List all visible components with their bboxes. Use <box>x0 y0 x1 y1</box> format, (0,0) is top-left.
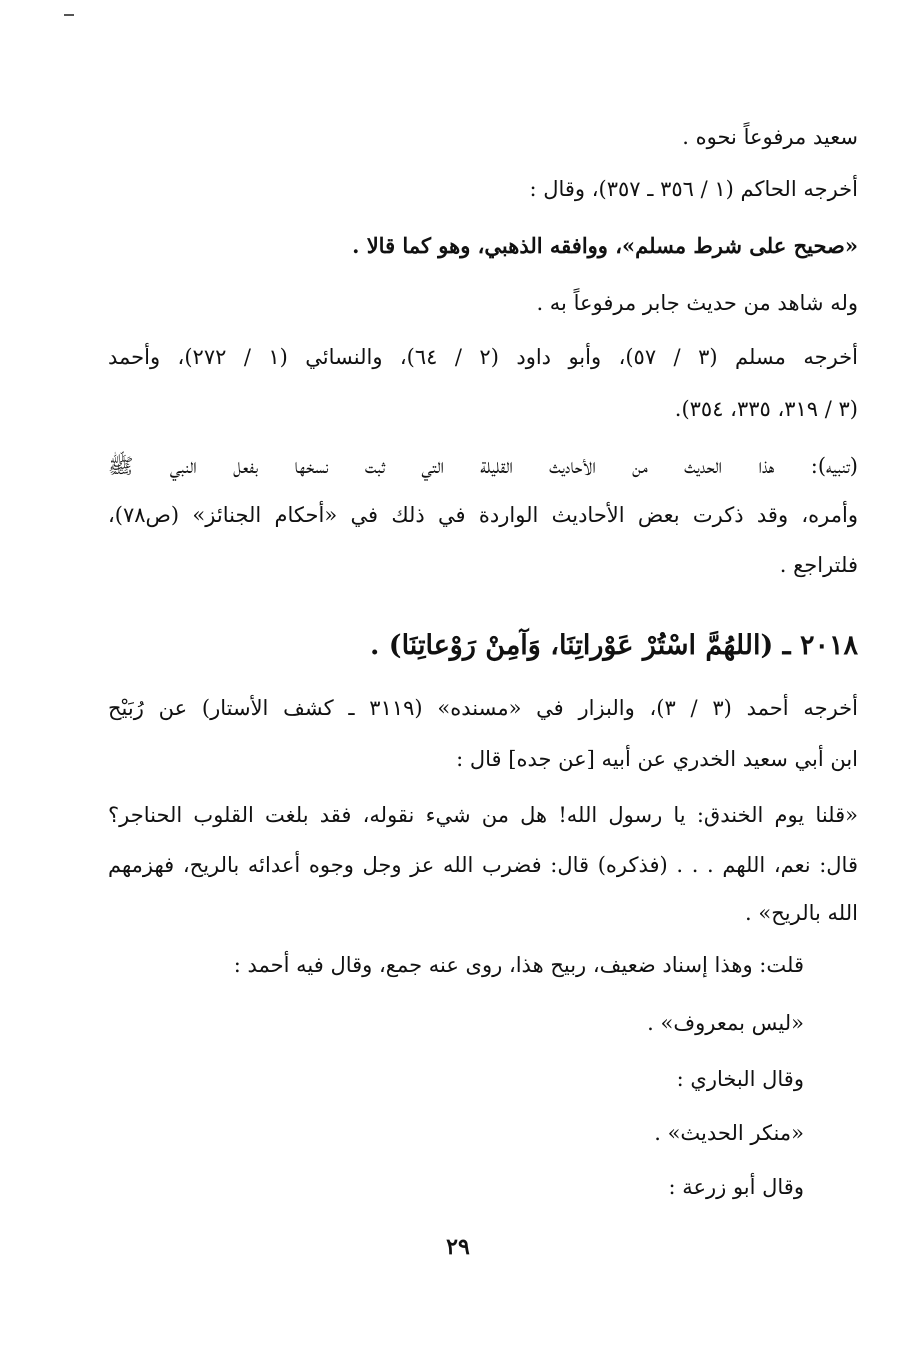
text-line-18: وقال البخاري : <box>676 1067 804 1091</box>
text-line-4: وله شاهد من حديث جابر مرفوعاً به . <box>536 291 858 315</box>
text-line-1: سعيد مرفوعاً نحوه . <box>682 125 858 149</box>
text-line-13: «قلنا يوم الخندق: يا رسول الله! هل من شيء نقوله، فقد بلغت القلوب الحناجر؟ <box>108 803 858 827</box>
text-line-3: «صحيح على شرط مسلم»، ووافقه الذهبي، وهو كما قالا . <box>352 233 858 258</box>
text-line-20: وقال أبو زرعة : <box>668 1175 804 1199</box>
text-line-5: أخرجه مسلم (٣ / ٥٧)، وأبو داود (٢ / ٦٤)، والنسائي (١ / ٢٧٢)، وأحمد <box>108 345 858 369</box>
text-line-7: (تنبيه): هذا الحديث من الأحاديث القليلة التي ثبت نسخها بفعل النبي ﷺ <box>108 454 858 478</box>
text-line-6: (٣ / ٣١٩، ٣٣٥، ٣٥٤). <box>674 397 858 421</box>
text-line-2: أخرجه الحاكم (١ / ٣٥٦ ـ ٣٥٧)، وقال : <box>529 177 858 201</box>
text-line-19: «منكر الحديث» . <box>654 1121 804 1145</box>
text-line-9: فلتراجع . <box>779 553 858 577</box>
text-line-11: أخرجه أحمد (٣ / ٣)، والبزار في «مسنده» (٣١١٩ ـ كشف الأستار) عن رُبَيْح <box>108 696 858 720</box>
text-line-14: قال: نعم، اللهم . . . (فذكره) قال: فضرب الله عز وجل وجوه أعدائه بالريح، فهزمهم <box>108 853 858 877</box>
scan-mark <box>64 14 74 16</box>
page-number: ٢٩ <box>446 1234 470 1260</box>
text-line-15: الله بالريح» . <box>745 901 858 925</box>
text-line-17: «ليس بمعروف» . <box>647 1011 804 1035</box>
text-line-16: قلت: وهذا إسناد ضعيف، ربيح هذا، روى عنه جمع، وقال فيه أحمد : <box>233 953 804 977</box>
text-line-8: وأمره، وقد ذكرت بعض الأحاديث الواردة في ذلك في «أحكام الجنائز» (ص٧٨)، <box>108 503 858 527</box>
hadith-heading: ٢٠١٨ ـ (اللهُمَّ اسْتُرْ عَوْراتِنَا، وَآمِنْ رَوْعاتِنَا) . <box>370 630 858 661</box>
text-line-12: ابن أبي سعيد الخدري عن أبيه [عن جده] قال : <box>456 747 858 771</box>
